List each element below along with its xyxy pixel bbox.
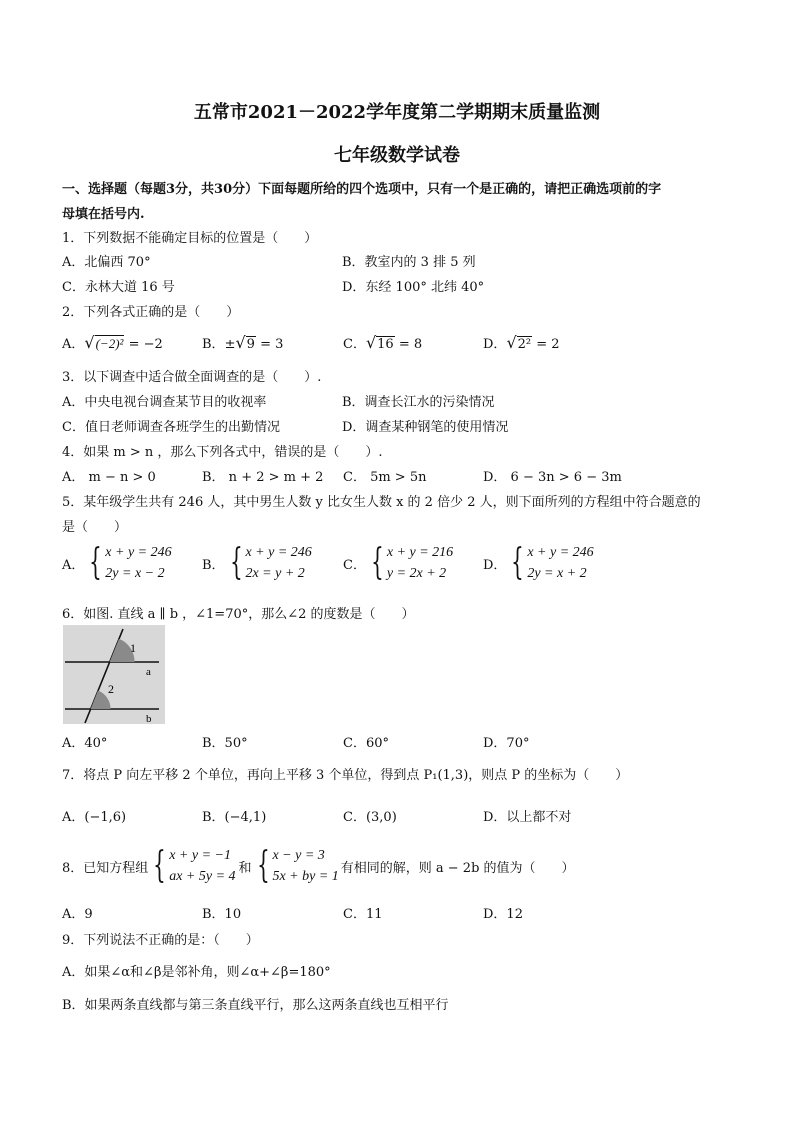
option-label: A．: [62, 557, 85, 573]
equation-row-2: 2x = y + 2: [245, 566, 305, 581]
question-8-prefix: 8．已知方程组: [62, 860, 149, 876]
question-9-option-b: B．如果两条直线都与第三条直线平行，那么这两条直线也互相平行: [62, 998, 449, 1013]
option-label: B．: [202, 337, 225, 352]
question-8-option-c: C．11: [343, 907, 383, 922]
radicand: 9: [246, 337, 255, 352]
exam-subtitle: 七年级数学试卷: [334, 145, 460, 166]
parallel-lines-figure: [63, 625, 165, 724]
radicand: 16: [377, 337, 394, 352]
question-8-stem: 8．已知方程组 { x + y = −1 ax + 5y = 4 和 { x − y = 3 5x + by = 1 有相同的解，则 a − 2b 的值为（ ）: [62, 845, 575, 886]
equation-row-1: x + y = 216: [386, 545, 454, 560]
question-3-option-a: A．中央电视台调查某节目的收视率: [62, 395, 267, 410]
option-rhs: = 8: [398, 337, 423, 352]
question-6-option-d: D．70°: [483, 736, 530, 751]
section-instructions-line2: 母填在括号内.: [62, 207, 145, 222]
option-label: D．: [483, 557, 507, 573]
question-3-option-d: D．调查某种钢笔的使用情况: [342, 420, 509, 435]
question-6-stem: 6．如图. 直线 a ∥ b ，∠1=70°，那么∠2 的度数是（ ）: [62, 607, 415, 622]
question-2-option-c: C．√16 = 8: [343, 333, 423, 352]
question-4-option-c: C． 5m > 5n: [343, 470, 427, 485]
option-label: C．: [343, 557, 366, 573]
question-5-stem-line1: 5．某年级学生共有 246 人，其中男生人数 y 比女生人数 x 的 2 倍少 2 人，则下面所列的方程组中符合题意的: [62, 495, 701, 510]
question-2-stem: 2．下列各式正确的是（ ）: [62, 305, 240, 320]
question-4-stem: 4．如果 m > n ，那么下列各式中，错误的是（ ）.: [62, 445, 383, 460]
angle-1-label: 1: [130, 641, 136, 655]
question-2-option-d: D．√2² = 2: [483, 333, 560, 352]
option-rhs: = −2: [128, 337, 163, 352]
question-8-suffix: 有相同的解，则 a − 2b 的值为（ ）: [340, 860, 575, 876]
line-a-label: a: [146, 666, 151, 678]
option-label: D．: [483, 337, 507, 352]
question-3-option-c: C．值日老师调查各班学生的出勤情况: [62, 420, 280, 435]
option-label: C．: [343, 337, 366, 352]
exam-title: 五常市2021－2022学年度第二学期期末质量监测: [193, 102, 601, 123]
system-2: [272, 845, 338, 887]
question-5-stem-line2: 是（ ）: [62, 520, 128, 535]
equation-row-2: ax + 5y = 4: [169, 869, 236, 884]
question-7-stem: 7．将点 P 向左平移 2 个单位，再向上平移 3 个单位，得到点 P₁(1,3)，则点 P 的坐标为（ ）: [62, 768, 629, 783]
question-7-option-a: A．(−1,6): [62, 810, 127, 825]
equation-row-2: 2y = x + 2: [527, 566, 587, 581]
question-5-option-d: D． { x + y = 246 2y = x + 2: [483, 542, 594, 583]
option-label: B．: [202, 557, 225, 573]
question-5-option-c: C． { x + y = 216 y = 2x + 2: [343, 542, 454, 583]
plus-minus: ±: [224, 337, 236, 352]
question-9-option-a: A．如果∠α和∠β是邻补角，则∠α+∠β=180°: [62, 965, 331, 980]
question-2-option-a: A．√(−2)² = −2: [62, 333, 163, 352]
question-9-stem: 9．下列说法不正确的是：（ ）: [62, 933, 259, 948]
equation-row-1: x − y = 3: [272, 848, 325, 863]
equation-row-1: x + y = −1: [169, 848, 231, 863]
question-8-conjunction: 和: [238, 860, 252, 876]
question-1-stem: 1．下列数据不能确定目标的位置是（ ）: [62, 231, 318, 246]
question-5-option-b: B． { x + y = 246 2x = y + 2: [202, 542, 312, 583]
equation-row-2: 5x + by = 1: [272, 869, 339, 884]
radicand: 2²: [517, 337, 532, 352]
question-2-option-b: B．±√9 = 3: [202, 333, 284, 352]
question-6-option-a: A．40°: [62, 736, 108, 751]
equation-row-1: x + y = 246: [105, 545, 172, 560]
parallel-lines-diagram: [63, 625, 165, 724]
equation-row-2: 2y = x − 2: [105, 566, 165, 581]
system-1: [169, 845, 235, 887]
question-7-option-d: D．以上都不对: [483, 810, 572, 825]
question-5-option-a: A． { x + y = 246 2y = x − 2: [62, 542, 172, 583]
option-rhs: = 2: [536, 337, 560, 352]
angle-2-label: 2: [108, 682, 114, 696]
question-8-option-b: B．10: [202, 907, 242, 922]
question-4-option-d: D． 6 − 3n > 6 − 3m: [483, 470, 622, 485]
question-1-option-c: C．永林大道 16 号: [62, 280, 175, 295]
question-8-option-a: A．9: [62, 907, 93, 922]
question-4-option-a: A． m − n > 0: [62, 470, 156, 485]
question-1-option-a: A．北偏西 70°: [62, 255, 151, 270]
equation-row-2: y = 2x + 2: [386, 566, 447, 581]
section-instructions-line1: 一、选择题（每题3分，共30分）下面每题所给的四个选项中，只有一个是正确的，请把正确选项前的字: [62, 182, 662, 197]
question-3-option-b: B．调查长江水的污染情况: [342, 395, 495, 410]
line-b-label: b: [146, 713, 152, 724]
question-6-option-b: B．50°: [202, 736, 248, 751]
question-6-option-c: C．60°: [343, 736, 389, 751]
question-4-option-b: B． n + 2 > m + 2: [202, 470, 324, 485]
radicand: (−2)²: [95, 336, 124, 351]
question-7-option-c: C．(3,0): [343, 810, 397, 825]
option-rhs: = 3: [260, 337, 284, 352]
question-1-option-b: B．教室内的 3 排 5 列: [342, 255, 476, 270]
question-8-option-d: D．12: [483, 907, 523, 922]
question-7-option-b: B．(−4,1): [202, 810, 267, 825]
option-label: A．: [62, 337, 85, 352]
equation-row-1: x + y = 246: [527, 545, 594, 560]
equation-row-1: x + y = 246: [245, 545, 312, 560]
question-1-option-d: D．东经 100° 北纬 40°: [342, 280, 485, 295]
question-3-stem: 3．以下调查中适合做全面调查的是（ ）.: [62, 370, 322, 385]
